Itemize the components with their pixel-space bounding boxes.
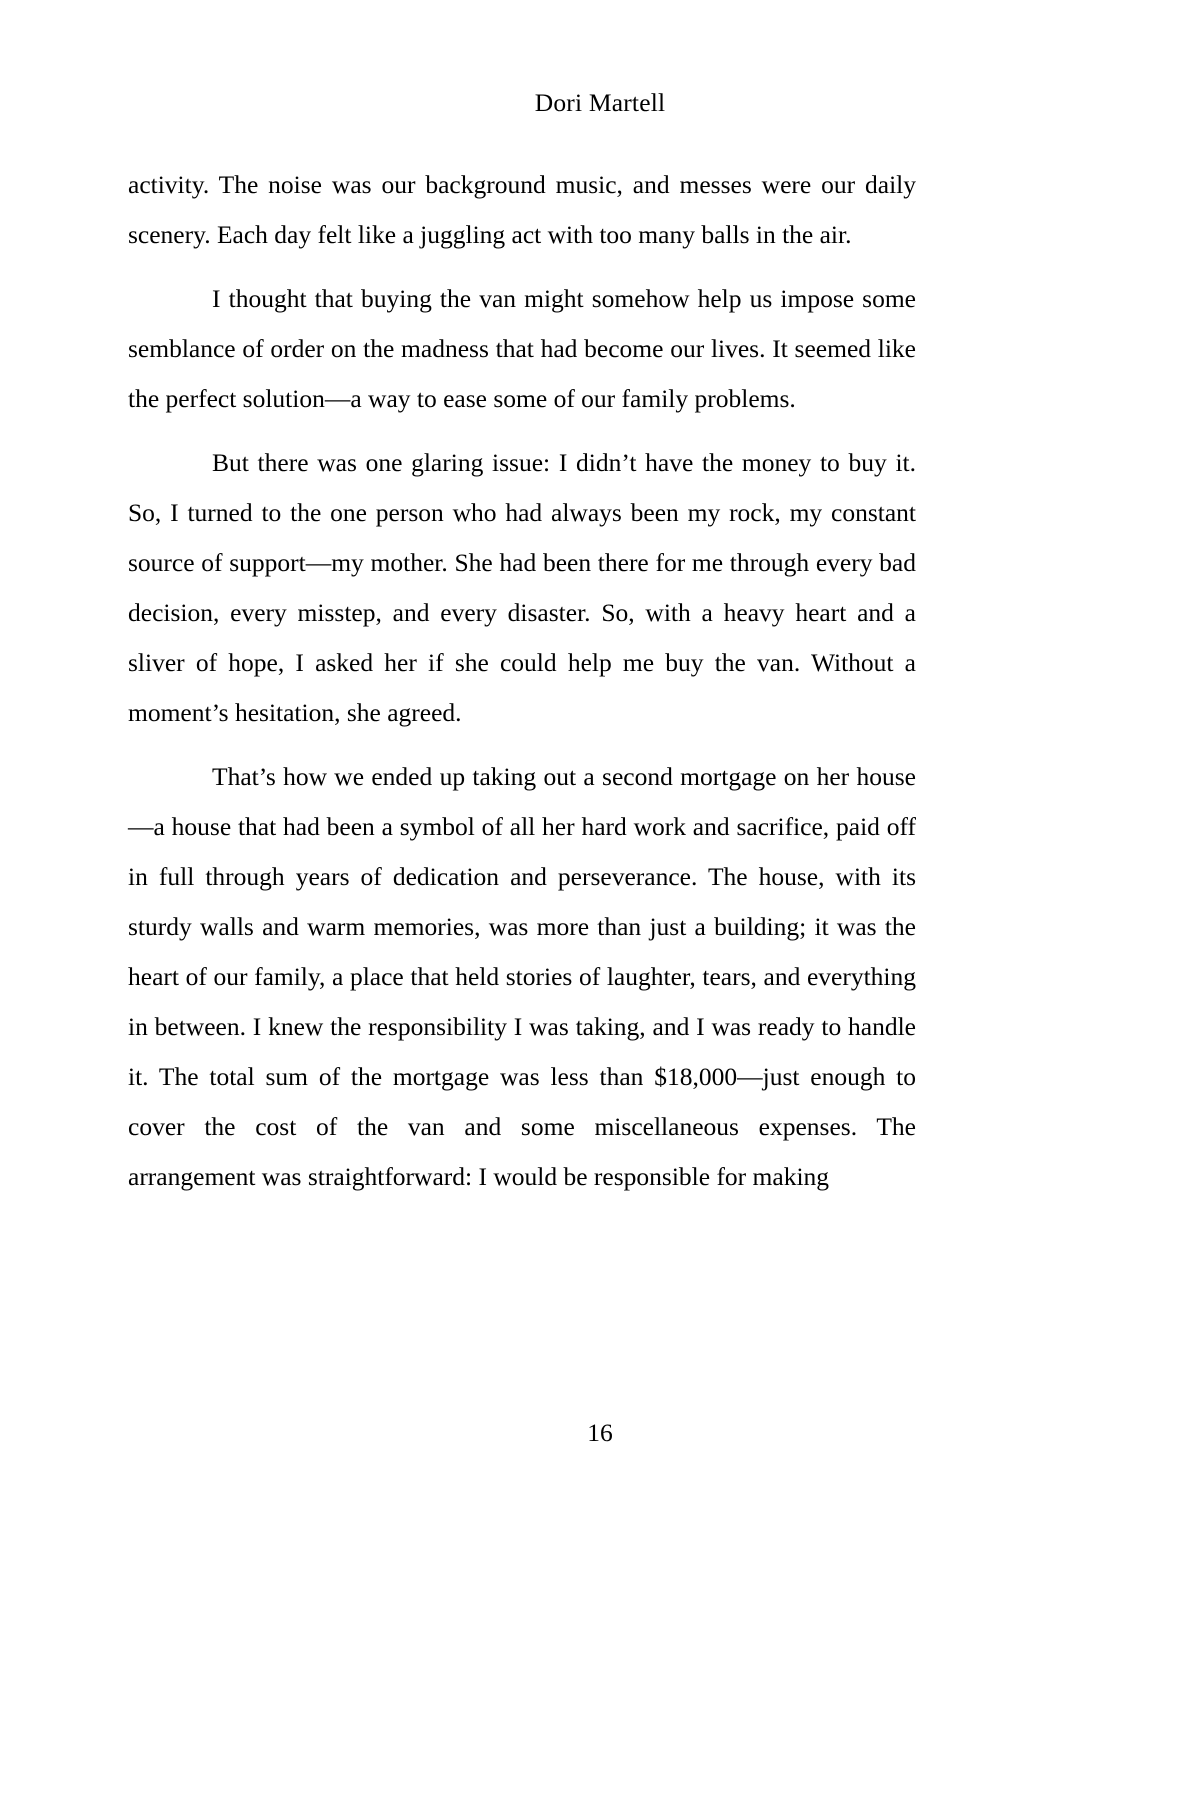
body-text-column (128, 160, 916, 1202)
paragraph-3: But there was one glaring issue: I didn’t have the money to buy it. So, I turned to the one person who had always been my rock, my constant source of support—my mother. She had been there for me through every bad decision, every misstep, and every disaster. So, with a heavy heart and a sliver of hope, I asked her if she could help me buy the van. Without a moment’s hesitation, she agreed. (128, 448, 916, 727)
page-number: 16 (587, 1418, 613, 1447)
running-head: Dori Martell (534, 88, 666, 117)
paragraph-2: I thought that buying the van might somehow help us impose some semblance of order on the madness that had become our lives. It seemed like the perfect solution—a way to ease some of our family problems. (128, 284, 916, 413)
paragraph-1: activity. The noise was our background music, and messes were our daily scenery. Each day felt like a juggling act with too many balls in the air. (128, 170, 916, 249)
paragraph-4: That’s how we ended up taking out a second mortgage on her house—a house that had been a symbol of all her hard work and sacrifice, paid off in full through years of dedication and perseverance. The house, with its sturdy walls and warm memories, was more than just a building; it was the heart of our family, a place that held stories of laughter, tears, and everything in between. I knew the responsibility I was taking, and I was ready to handle it. The total sum of the mortgage was less than $18,000—just enough to cover the cost of the van and some miscellaneous expenses. The arrangement was straightforward: I would be responsible for making (128, 762, 916, 1191)
